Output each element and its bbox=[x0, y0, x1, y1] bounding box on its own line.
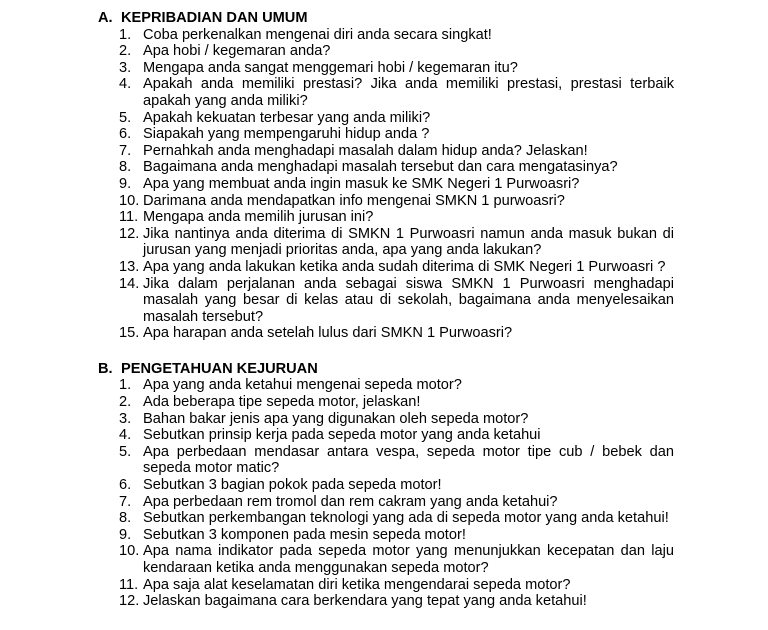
item-text: Apa perbedaan rem tromol dan rem cakram yang anda ketahui? bbox=[143, 493, 558, 510]
item-text: Apakah anda memiliki prestasi? Jika anda memiliki prestasi, prestasi terbaik apakah yang anda miliki? bbox=[143, 76, 674, 109]
item-number: 10. bbox=[119, 192, 140, 209]
item-text: Apa yang anda ketahui mengenai sepeda motor? bbox=[143, 377, 462, 394]
document-page bbox=[0, 10, 768, 610]
list-item bbox=[0, 226, 768, 259]
list-item bbox=[0, 276, 768, 326]
item-text: Sebutkan perkembangan teknologi yang ada di sepeda motor yang anda ketahui! bbox=[143, 510, 669, 527]
list-item bbox=[0, 76, 768, 109]
item-number: 7. bbox=[119, 493, 132, 510]
item-text: Apa hobi / kegemaran anda? bbox=[143, 43, 331, 60]
list-item bbox=[0, 159, 768, 176]
item-text: Jelaskan bagaimana cara berkendara yang tepat yang anda ketahui! bbox=[143, 593, 587, 610]
item-text: Sebutkan 3 bagian pokok pada sepeda motor! bbox=[143, 477, 442, 494]
section-kepribadian bbox=[0, 10, 768, 342]
item-text: Pernahkah anda menghadapi masalah dalam hidup anda? Jelaskan! bbox=[143, 142, 588, 159]
item-text: Darimana anda mendapatkan info mengenai SMKN 1 purwoasri? bbox=[143, 192, 565, 209]
list-item bbox=[0, 60, 768, 77]
list-item bbox=[0, 176, 768, 193]
item-text: Apakah kekuatan terbesar yang anda miliki? bbox=[143, 109, 431, 126]
item-number: 4. bbox=[119, 427, 132, 444]
item-number: 3. bbox=[119, 59, 132, 76]
item-text: Apa nama indikator pada sepeda motor yang menunjukkan kecepatan dan laju kendaraan ketika anda menggunakan sepeda motor? bbox=[143, 543, 674, 576]
item-number: 9. bbox=[119, 526, 132, 543]
item-number: 11. bbox=[119, 209, 139, 226]
item-number: 13. bbox=[119, 258, 140, 275]
list-item bbox=[0, 259, 768, 276]
list-item bbox=[0, 394, 768, 411]
item-number: 2. bbox=[119, 394, 132, 411]
item-text: Apa saja alat keselamatan diri ketika mengendarai sepeda motor? bbox=[143, 576, 571, 593]
item-number: 15. bbox=[119, 325, 140, 342]
list-item bbox=[0, 325, 768, 342]
section-pengetahuan-kejuruan bbox=[0, 361, 768, 610]
item-number: 11. bbox=[119, 576, 139, 593]
list-item bbox=[0, 510, 768, 527]
item-text: Coba perkenalkan mengenai diri anda secara singkat! bbox=[143, 26, 492, 43]
section-title: PENGETAHUAN KEJURUAN bbox=[121, 360, 318, 377]
list-item bbox=[0, 209, 768, 226]
question-list bbox=[0, 27, 768, 342]
list-item bbox=[0, 593, 768, 610]
item-number: 8. bbox=[119, 159, 132, 176]
section-letter: B. bbox=[98, 360, 113, 377]
list-item bbox=[0, 427, 768, 444]
item-text: Sebutkan 3 komponen pada mesin sepeda motor! bbox=[143, 526, 466, 543]
item-text: Siapakah yang mempengaruhi hidup anda ? bbox=[143, 126, 430, 143]
list-item bbox=[0, 577, 768, 594]
item-text: Jika dalam perjalanan anda sebagai siswa SMKN 1 Purwoasri menghadapi masalah yang besar di kelas atau di sekolah, bagaimana anda menyelesaikan masalah tersebut? bbox=[143, 275, 674, 325]
item-number: 3. bbox=[119, 410, 132, 427]
item-text: Apa harapan anda setelah lulus dari SMKN 1 Purwoasri? bbox=[143, 325, 513, 342]
section-heading bbox=[0, 361, 768, 378]
list-item bbox=[0, 444, 768, 477]
list-item bbox=[0, 126, 768, 143]
list-item bbox=[0, 43, 768, 60]
item-text: Ada beberapa tipe sepeda motor, jelaskan! bbox=[143, 394, 421, 411]
item-number: 14. bbox=[119, 275, 140, 292]
list-item bbox=[0, 527, 768, 544]
list-item bbox=[0, 494, 768, 511]
item-text: Sebutkan prinsip kerja pada sepeda motor yang anda ketahui bbox=[143, 427, 541, 444]
list-item bbox=[0, 377, 768, 394]
item-number: 8. bbox=[119, 510, 132, 527]
item-number: 1. bbox=[119, 26, 132, 43]
item-number: 5. bbox=[119, 109, 132, 126]
item-number: 5. bbox=[119, 443, 132, 460]
item-text: Mengapa anda sangat menggemari hobi / kegemaran itu? bbox=[143, 59, 518, 76]
item-number: 4. bbox=[119, 76, 132, 93]
item-text: Apa perbedaan mendasar antara vespa, sepeda motor tipe cub / bebek dan sepeda motor matic? bbox=[143, 443, 674, 477]
section-title: KEPRIBADIAN DAN UMUM bbox=[121, 10, 308, 26]
item-text: Mengapa anda memilih jurusan ini? bbox=[143, 209, 374, 226]
item-text: Bagaimana anda menghadapi masalah tersebut dan cara mengatasinya? bbox=[143, 159, 618, 176]
list-item bbox=[0, 110, 768, 127]
list-item bbox=[0, 543, 768, 576]
item-text: Bahan bakar jenis apa yang digunakan oleh sepeda motor? bbox=[143, 410, 529, 427]
item-number: 2. bbox=[119, 43, 132, 60]
item-number: 6. bbox=[119, 477, 132, 494]
list-item bbox=[0, 193, 768, 210]
question-list bbox=[0, 377, 768, 609]
item-number: 10. bbox=[119, 543, 140, 560]
item-number: 12. bbox=[119, 593, 140, 610]
item-number: 6. bbox=[119, 126, 132, 143]
list-item bbox=[0, 143, 768, 160]
section-heading bbox=[0, 10, 768, 27]
item-text: Apa yang membuat anda ingin masuk ke SMK Negeri 1 Purwoasri? bbox=[143, 175, 580, 192]
list-item bbox=[0, 411, 768, 428]
item-number: 1. bbox=[119, 377, 132, 394]
item-number: 12. bbox=[119, 225, 140, 242]
list-item bbox=[0, 477, 768, 494]
section-letter: A. bbox=[98, 10, 113, 26]
item-text: Jika nantinya anda diterima di SMKN 1 Purwoasri namun anda masuk bukan di jurusan yang menjadi prioritas anda, apa yang anda lakukan? bbox=[143, 225, 674, 259]
list-item bbox=[0, 27, 768, 44]
item-number: 7. bbox=[119, 142, 132, 159]
item-number: 9. bbox=[119, 175, 132, 192]
item-text: Apa yang anda lakukan ketika anda sudah diterima di SMK Negeri 1 Purwoasri ? bbox=[143, 258, 666, 275]
